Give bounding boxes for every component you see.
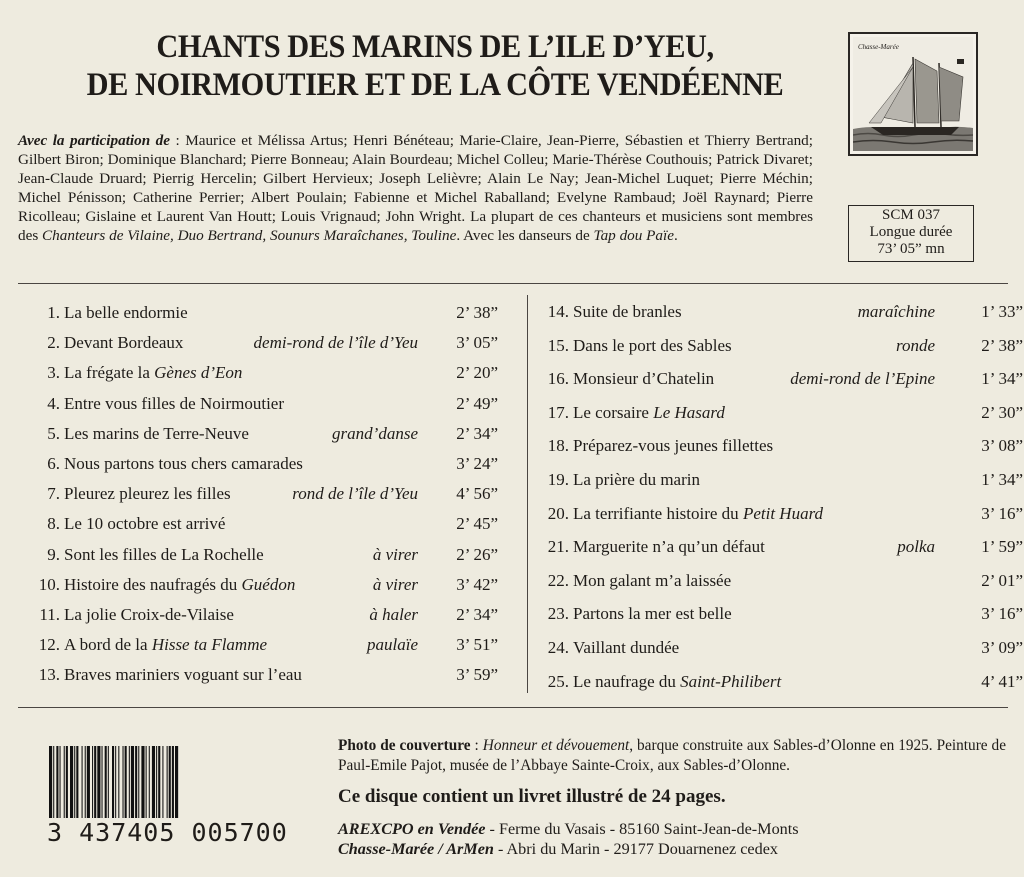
track-row	[28, 663, 498, 687]
barcode-bar	[53, 746, 54, 818]
barcode-bar	[138, 746, 139, 818]
barcode	[47, 746, 267, 824]
catalog-total-duration: 73’ 05” mn	[877, 241, 945, 257]
track-title-text: Mon galant m’a laissée	[573, 570, 732, 590]
track-title	[573, 334, 732, 358]
track-dance-style: rond de l’île d’Yeu	[292, 484, 418, 504]
track-duration: 3’ 42”	[456, 574, 498, 594]
cover-photo-credits	[338, 736, 1006, 776]
track-title-italic: Saint-Philibert	[680, 671, 782, 691]
credits-separator: :	[470, 737, 483, 754]
track-row	[28, 392, 498, 416]
barcode-bar	[167, 746, 168, 818]
track-title-text: Préparez-vous jeunes fillettes	[573, 436, 774, 456]
barcode-bar	[149, 746, 150, 818]
track-title	[573, 602, 732, 626]
track-duration: 2’ 38”	[981, 335, 1023, 355]
track-row	[541, 502, 1023, 526]
track-title-text: Dans le port des Sables	[573, 335, 732, 355]
track-title-italic: Petit Huard	[742, 503, 824, 523]
track-title-text: Devant Bordeaux	[64, 333, 184, 353]
barcode-bar	[175, 746, 178, 818]
track-number: 7.	[47, 484, 60, 504]
barcode-bar	[129, 746, 130, 818]
barcode-bar	[92, 746, 93, 818]
track-number: 16.	[547, 369, 569, 389]
track-row	[28, 301, 498, 325]
track-title-text: Histoire des naufragés du	[64, 574, 242, 594]
track-title	[64, 452, 303, 476]
participants-dancers-prefix: . Avec les danseurs de	[456, 227, 594, 244]
track-title-text: A bord de la	[64, 635, 152, 655]
track-title-text: Entre vous filles de Noirmoutier	[64, 393, 285, 413]
track-row	[28, 331, 498, 355]
divider-top	[18, 283, 1008, 284]
track-duration: 3’ 16”	[981, 604, 1023, 624]
track-dance-style: ronde	[895, 335, 935, 355]
track-row	[541, 401, 1023, 425]
track-title	[64, 331, 183, 355]
track-title-italic: Le Hasard	[653, 402, 725, 422]
track-row	[28, 361, 498, 385]
barcode-bar	[112, 746, 114, 818]
track-title	[64, 482, 231, 506]
participants-groups: Chanteurs de Vilaine, Duo Bertrand, Sounurs Maraîchanes, Touline	[42, 227, 457, 244]
barcode-bar	[162, 746, 163, 818]
track-title-text: La prière du marin	[573, 470, 700, 489]
track-duration: 2’ 34”	[456, 423, 498, 443]
barcode-bar	[102, 746, 103, 818]
barcode-bar	[118, 746, 119, 818]
track-title	[64, 512, 225, 536]
barcode-bar	[131, 746, 134, 818]
track-number: 13.	[38, 665, 60, 685]
barcode-bar	[169, 746, 171, 818]
publisher-2-address: - Abri du Marin - 29177 Douarnenez cedex	[493, 840, 778, 858]
cover-thumbnail	[848, 32, 978, 156]
track-dance-style: paulaïe	[367, 635, 418, 655]
barcode-number: 3 437405 005700	[47, 818, 288, 847]
track-duration: 2’ 34”	[456, 605, 498, 624]
participants-intro: Avec la participation de	[18, 132, 171, 149]
track-row	[28, 422, 498, 446]
sailboat-illustration	[853, 37, 973, 151]
barcode-bar	[125, 746, 127, 818]
catalog-format: Longue durée	[869, 224, 953, 240]
barcode-bar	[60, 746, 61, 818]
track-title	[573, 569, 731, 593]
track-row	[28, 512, 498, 536]
track-row	[541, 636, 1023, 660]
track-title	[573, 670, 781, 694]
track-title	[573, 434, 773, 458]
column-divider	[527, 295, 528, 693]
track-number: 15.	[547, 335, 569, 355]
track-dance-style: demi-rond de l’île d’Yeu	[253, 333, 418, 353]
barcode-bar	[94, 746, 96, 818]
track-number: 22.	[547, 570, 569, 590]
barcode-bar	[123, 746, 124, 818]
track-title-italic: Guédon	[241, 574, 296, 594]
track-duration: 3’ 05”	[456, 333, 498, 353]
track-title	[573, 636, 679, 660]
barcode-bar	[146, 746, 147, 818]
track-row	[541, 569, 1023, 593]
track-number: 24.	[547, 638, 569, 657]
track-duration: 2’ 30”	[981, 402, 1023, 422]
track-title-text: Partons la mer est belle	[573, 604, 732, 624]
barcode-bar	[70, 746, 73, 818]
track-duration: 2’ 26”	[456, 544, 498, 564]
track-number: 10.	[38, 574, 60, 594]
track-number: 12.	[38, 635, 60, 655]
track-row	[541, 602, 1023, 626]
barcode-bar	[97, 746, 100, 818]
publisher-line-2	[338, 840, 778, 859]
track-title-italic: Gènes d’Eon	[154, 363, 243, 383]
barcode-bar	[82, 746, 83, 818]
track-title	[573, 468, 700, 492]
barcode-bar	[156, 746, 157, 818]
track-number: 5.	[47, 423, 60, 443]
track-number: 18.	[547, 436, 569, 456]
track-dance-style: à virer	[372, 574, 418, 594]
track-number: 25.	[547, 671, 569, 691]
track-row	[28, 482, 498, 506]
title-line-2: DE NOIRMOUTIER ET DE LA CÔTE VENDÉENNE	[86, 67, 784, 103]
track-row	[28, 543, 498, 567]
track-duration: 2’ 20”	[456, 363, 498, 383]
participants-names: : Maurice et Mélissa Artus; Henri Bénéteau; Marie-Claire, Jean-Pierre, Sébastien et Thierry Bertrand; Gilbert Biron; Dominique Blanchard; Pierre Bonneau; Alain Bourdeau; Michel Colleu; Marie-Thérèse Couthouis; Patrick Divaret; Jean-Claude Druard; Pierrig Hercelin; Gilbert Hervieux; Joseph Lelièvre; Alain Le Nay; Jean-Michel Luquet; Pierre Méchin; Michel Pénisson; Catherine Perrier; Albert Poulain; Fabienne et Michel Raballand; Evelyne Rambaud; Joël Raynard; Pierre Ricolleau; Gislaine et Laurent Van Houtt; Louis Vrignaud; John Wright. La plupart de ces chanteurs et musiciens sont membres des	[18, 132, 813, 244]
barcode-bar	[152, 746, 155, 818]
track-dance-style: à haler	[369, 605, 418, 624]
track-row	[541, 367, 1023, 391]
cover-brand: Chasse-Marée	[858, 43, 899, 51]
track-dance-style: polka	[897, 537, 935, 557]
track-title	[573, 367, 714, 391]
track-duration: 3’ 24”	[456, 454, 498, 473]
track-duration: 2’ 38”	[456, 303, 498, 322]
track-title-text: Les marins de Terre-Neuve	[64, 423, 249, 443]
track-duration: 3’ 59”	[456, 665, 498, 685]
track-title-italic: Hisse ta Flamme	[151, 635, 268, 655]
track-number: 17.	[547, 402, 569, 422]
publisher-line-1	[338, 820, 799, 839]
participants-end: .	[673, 227, 678, 244]
track-title-text: Suite de branles	[573, 302, 682, 321]
track-title	[64, 543, 264, 567]
credits-text: , barque construite aux Sables-d’Olonne en 1925. Peinture de Paul-Emile Pajot, musée de l’Abbaye Sainte-Croix, aux Sables-d’Olonne.	[338, 737, 1006, 774]
track-dance-style: maraîchine	[857, 302, 935, 321]
barcode-bar	[64, 746, 65, 818]
catalog-reference-box	[848, 205, 974, 262]
track-title	[64, 301, 188, 325]
track-title-text: Le corsaire	[573, 402, 654, 422]
credits-artwork: Honneur et dévouement	[482, 737, 630, 754]
track-duration: 1’ 59”	[981, 537, 1023, 557]
barcode-bar	[158, 746, 160, 818]
album-title	[72, 28, 799, 104]
track-title-text: La terrifiante histoire du	[573, 503, 743, 523]
title-line-1: CHANTS DES MARINS DE L’ILE D’YEU,	[156, 29, 714, 65]
track-title	[64, 392, 284, 416]
publisher-2-name: Chasse-Marée / ArMen	[338, 840, 494, 858]
track-dance-style: demi-rond de l’Epine	[790, 369, 935, 389]
track-number: 21.	[547, 537, 569, 557]
track-title	[573, 535, 765, 559]
track-title-text: La belle endormie	[64, 303, 188, 322]
track-duration: 4’ 41”	[981, 671, 1023, 691]
barcode-bar	[66, 746, 68, 818]
track-dance-style: à virer	[372, 544, 418, 564]
barcode-bar	[115, 746, 116, 818]
track-duration: 3’ 09”	[981, 638, 1023, 657]
track-duration: 2’ 45”	[456, 514, 498, 534]
barcode-bar	[56, 746, 58, 818]
track-row	[541, 670, 1023, 694]
track-title	[64, 361, 242, 385]
track-title-text: Le naufrage du	[573, 671, 681, 691]
track-title	[64, 422, 249, 446]
track-number: 2.	[47, 333, 60, 353]
barcode-bar	[135, 746, 137, 818]
track-duration: 1’ 33”	[981, 302, 1023, 321]
track-number: 20.	[547, 503, 569, 523]
track-title-text: Le 10 octobre est arrivé	[64, 514, 226, 534]
track-duration: 3’ 08”	[981, 436, 1023, 456]
track-number: 14.	[547, 302, 569, 321]
track-title	[573, 401, 725, 425]
track-title	[64, 633, 267, 657]
track-title-text: La frégate la	[64, 363, 155, 383]
track-title-text: Marguerite n’a qu’un défaut	[573, 537, 765, 557]
barcode-bar	[108, 746, 109, 818]
divider-bottom	[18, 707, 1008, 708]
track-row	[28, 633, 498, 657]
track-number: 11.	[39, 605, 60, 624]
track-title	[573, 502, 823, 526]
track-duration: 1’ 34”	[981, 369, 1023, 389]
barcode-bar	[105, 746, 107, 818]
track-title-text: Braves mariniers voguant sur l’eau	[64, 665, 302, 685]
track-title-text: Vaillant dundée	[573, 638, 680, 657]
track-row	[541, 468, 1023, 492]
barcode-bar	[76, 746, 78, 818]
track-duration: 3’ 51”	[456, 635, 498, 655]
track-number: 23.	[547, 604, 569, 624]
track-number: 9.	[47, 544, 60, 564]
barcode-bar	[87, 746, 90, 818]
publisher-1-address: - Ferme du Vasais - 85160 Saint-Jean-de-Monts	[485, 820, 799, 838]
track-number: 6.	[47, 454, 60, 473]
track-number: 3.	[47, 363, 60, 383]
track-number: 8.	[47, 514, 60, 534]
barcode-bar	[74, 746, 75, 818]
track-title	[64, 603, 234, 627]
track-title-text: La jolie Croix-de-Vilaise	[64, 605, 234, 624]
track-title-text: Monsieur d’Chatelin	[573, 369, 715, 389]
track-duration: 4’ 56”	[456, 484, 498, 504]
track-number: 4.	[47, 393, 60, 413]
barcode-bar	[172, 746, 174, 818]
catalog-code: SCM 037	[882, 207, 940, 223]
publisher-1-name: AREXCPO en Vendée	[338, 820, 486, 838]
track-duration: 1’ 34”	[981, 470, 1023, 489]
barcode-bar	[85, 746, 86, 818]
track-title	[64, 663, 302, 687]
track-title-text: Nous partons tous chers camarades	[64, 454, 303, 473]
track-number: 1.	[47, 303, 60, 322]
participants-dancers: Tap dou Païe	[593, 227, 674, 244]
track-title-text: Pleurez pleurez les filles	[64, 484, 231, 504]
booklet-note: Ce disque contient un livret illustré de 24 pages.	[338, 786, 726, 807]
track-duration: 2’ 49”	[456, 393, 498, 413]
track-row	[28, 603, 498, 627]
participants-text	[18, 131, 813, 245]
track-row	[28, 573, 498, 597]
track-title	[573, 300, 682, 324]
track-row	[541, 535, 1023, 559]
credits-label: Photo de couverture	[338, 737, 471, 754]
barcode-bar	[49, 746, 52, 818]
barcode-bar	[141, 746, 144, 818]
track-row	[28, 452, 498, 476]
track-duration: 3’ 16”	[981, 503, 1023, 523]
track-dance-style: grand’danse	[332, 423, 418, 443]
track-title-text: Sont les filles de La Rochelle	[64, 544, 264, 564]
track-duration: 2’ 01”	[981, 570, 1023, 590]
track-row	[541, 434, 1023, 458]
track-row	[541, 300, 1023, 324]
track-title	[64, 573, 295, 597]
track-number: 19.	[547, 470, 569, 489]
track-row	[541, 334, 1023, 358]
